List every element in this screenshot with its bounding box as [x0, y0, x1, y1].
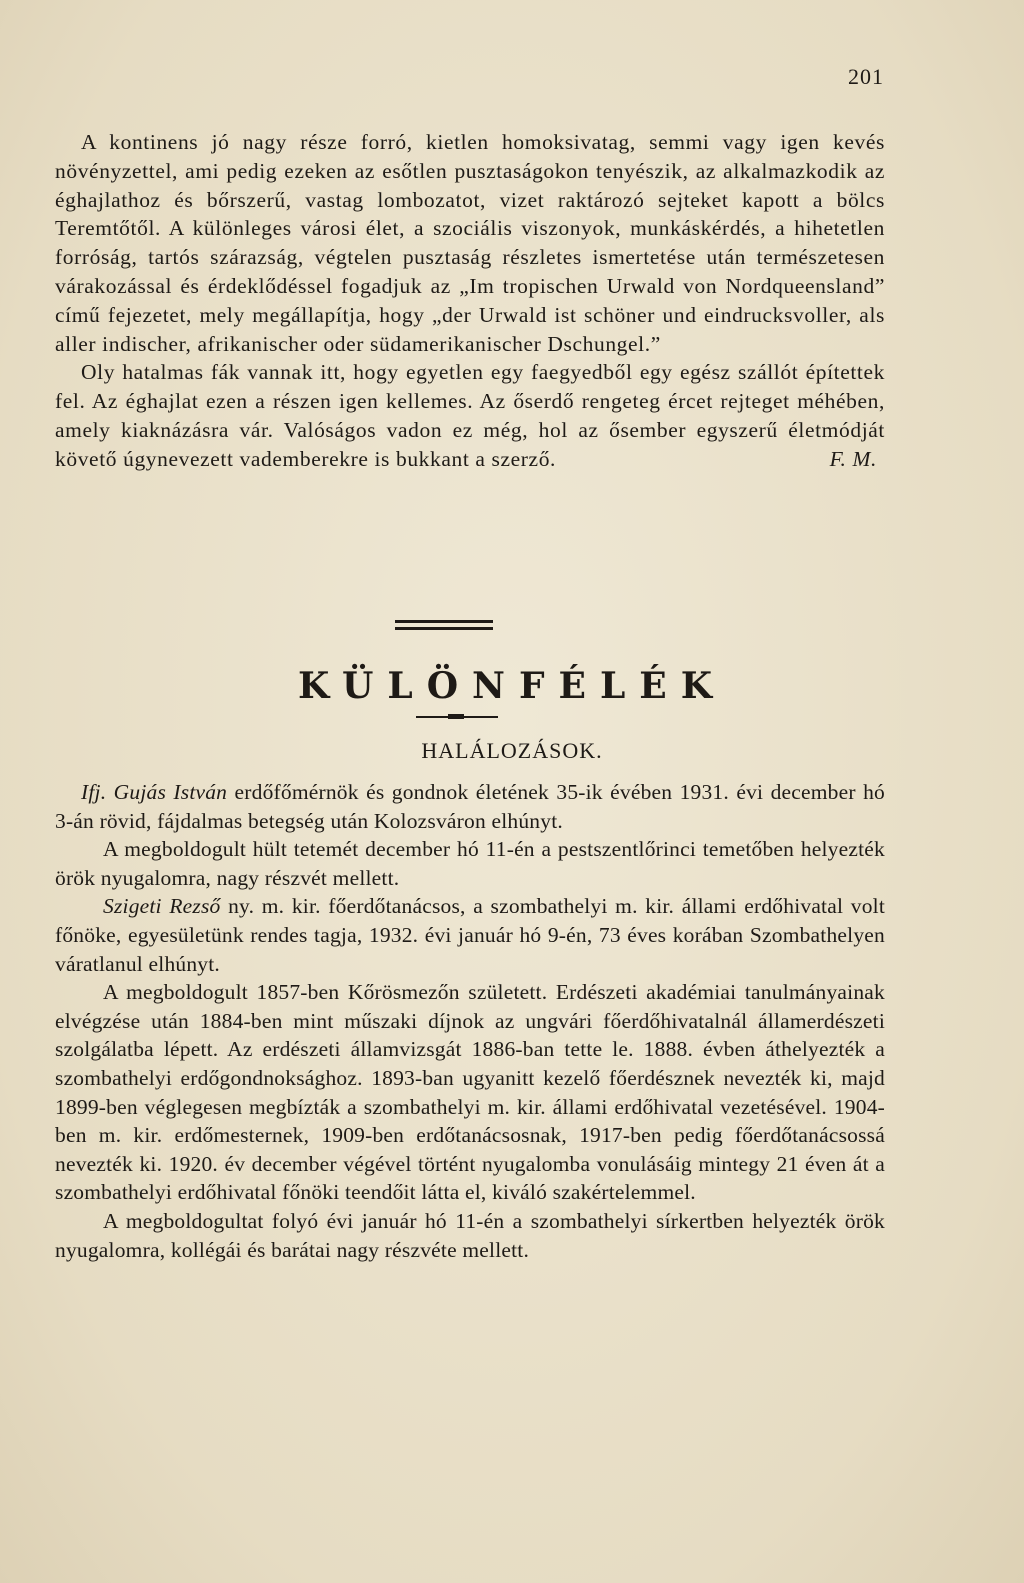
obituary-paragraph-1 — [55, 778, 885, 835]
subsection-title: HALÁLOZÁSOK. — [421, 738, 603, 763]
obituary-paragraph-2: A megboldogult hült tetemét december hó 11-én a pestszentlőrinci temetőben helyezték örök nyugalomra, nagy részvét mellett. — [55, 837, 885, 890]
deceased-name-2: Szigeti Rezső — [103, 894, 221, 919]
ornament-divider-dash — [448, 714, 464, 719]
book-review-text — [55, 128, 885, 474]
deceased-name-1: Ifj. Gujás István — [81, 780, 228, 804]
obituary-paragraph-4: A megboldogult 1857-ben Kőrösmezőn született. Erdészeti akadémiai tanulmányainak elvégzése után 1884-ben mint műszaki díjnok az ungvári főerdőhivatalnál államerdészeti szolgálatba lépett. Az erdészeti államvizsgát 1886-ban tette le. 1888. évben áthelyezték a szombathelyi erdőgondnoksághoz. 1893-ban ugyanitt kezelő főerdésznek nevezték ki, majd 1899-ben véglegesen megbízták a szombathelyi m. kir. állami erdőhivatal vezetésével. 1904-ben m. kir. erdőmesternek, 1909-ben erdőtanácsosnak, 1917-ben pedig főerdőtanácsossá nevezték ki. 1920. év december végével történt nyugalomba vonulásáig mintegy 21 éven át a szombathelyi erdőhivatal főnöki teendőit látta el, kiváló szakértelemmel. — [55, 980, 885, 1205]
author-signature: F. M. — [829, 446, 877, 471]
review-paragraph-1: A kontinens jó nagy része forró, kietlen homoksivatag, semmi vagy igen kevés növényzettel, ami pedig ezeken az esőtlen pusztaságokon tenyészik, az alkalmazkodik az éghajlathoz és bőrszerű, vastag lombozatot, vizet raktározó sejteket kapott a bölcs Teremtőtől. A különleges városi élet, a szociális viszonyok, munkáskérdés, a hihetetlen forróság, tartós szárazság, végtelen pusztaság részletes ismertetése után természetesen várakozással és érdeklődéssel fogadjuk az „Im tropischen Urwald von Nordqueensland” című fejezetet, mely megállapítja, hogy „der Urwald ist schöner und eindrucksvoller, als aller indischer, afrikanischer oder südamerikanischer Dschungel.” — [55, 130, 885, 356]
section-divider-top — [395, 620, 493, 623]
obituary-paragraph-3 — [55, 892, 885, 978]
obituaries-text — [55, 778, 885, 1264]
review-paragraph-2-text: Oly hatalmas fák vannak itt, hogy egyetlen egy faegyedből egy egész szállót építettek fel. Az éghajlat ezen a részen igen kellemes. Az őserdő rengeteg ércet rejteget méhében, amely kiaknázásra vár. Valóságos vadon ez még, hol az ősember egyszerű életmódját követő úgynevezett vademberekre is bukkant a szerző. — [55, 360, 885, 471]
obituary-paragraph-5: A megboldogultat folyó évi január hó 11-én a szombathelyi sírkertben helyezték örök nyugalomra, kollégái és barátai nagy részvéte mellett. — [55, 1208, 885, 1262]
obituary-3-text: ny. m. kir. főerdőtanácsos, a szombathelyi m. kir. állami erdőhivatal volt főnöke, egyesületünk rendes tagja, 1932. évi január hó 9-én, 73 éves korában Szombathelyen váratlanul elhúnyt. — [55, 894, 885, 976]
obituary-1-text: erdőfőmérnök és gondnok életének 35-ik évében 1931. évi december hó 3-án rövid, fájdalmas betegség után Kolozsváron elhúnyt. — [55, 780, 885, 833]
section-title: KÜLÖNFÉLÉK — [297, 665, 727, 707]
section-divider-bottom — [395, 627, 493, 630]
review-paragraph-2 — [55, 358, 885, 473]
page-number: 201 — [848, 64, 884, 89]
